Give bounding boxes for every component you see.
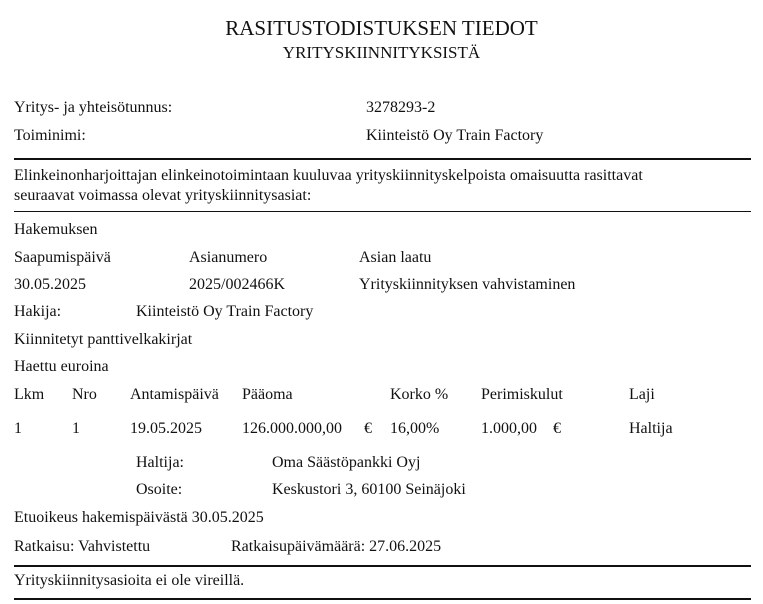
row-interest: 16,00% — [390, 420, 440, 437]
holder-label: Haltija: — [136, 454, 184, 471]
row-count: 1 — [14, 420, 22, 437]
table-header-issue-date: Antamispäivä — [130, 386, 219, 403]
application-heading: Hakemuksen — [14, 221, 98, 238]
divider — [14, 565, 751, 567]
table-header-principal: Pääoma — [242, 386, 293, 403]
row-issue-date: 19.05.2025 — [130, 420, 202, 437]
holder-value: Oma Säästöpankki Oyj — [272, 454, 421, 471]
notes-heading: Kiinnitetyt panttivelkakirjat — [14, 331, 193, 348]
divider — [14, 598, 751, 600]
priority-line: Etuoikeus hakemispäivästä 30.05.2025 — [14, 509, 264, 526]
company-name-label: Toiminimi: — [14, 127, 86, 144]
row-principal: 126.000.000,00 — [242, 420, 342, 437]
row-principal-currency: € — [364, 420, 372, 437]
intro-line-1: Elinkeinonharjoittajan elinkeinotoimintaan kuuluvaa yrityskiinnityskelpoista omaisuutta rasittavat — [14, 167, 643, 184]
row-collection-costs: 1.000,00 — [481, 420, 537, 437]
case-type-value: Yrityskiinnityksen vahvistaminen — [359, 276, 576, 293]
row-type: Haltija — [629, 420, 673, 437]
arrival-date-label: Saapumispäivä — [14, 249, 111, 266]
table-header-count: Lkm — [14, 386, 45, 403]
applicant-value: Kiinteistö Oy Train Factory — [136, 303, 314, 320]
arrival-date-value: 30.05.2025 — [14, 276, 86, 293]
applicant-label: Hakija: — [14, 303, 62, 320]
intro-line-2: seuraavat voimassa olevat yrityskiinnitysasiat: — [14, 187, 312, 204]
pending-text: Yrityskiinnitysasioita ei ole vireillä. — [14, 572, 245, 589]
document-subtitle: YRITYSKIINNITYKSISTÄ — [282, 43, 481, 62]
divider — [14, 158, 751, 160]
case-type-label: Asian laatu — [359, 249, 432, 266]
requested-label: Haettu euroina — [14, 358, 109, 375]
table-header-collection-costs: Perimiskulut — [481, 386, 563, 403]
divider — [14, 211, 751, 212]
row-number: 1 — [72, 420, 80, 437]
table-header-interest: Korko % — [390, 386, 449, 403]
decision-label: Ratkaisu: Vahvistettu — [14, 538, 151, 555]
table-header-number: Nro — [72, 386, 97, 403]
decision-date: Ratkaisupäivämäärä: 27.06.2025 — [231, 538, 442, 555]
row-costs-currency: € — [553, 420, 561, 437]
table-header-type: Laji — [629, 386, 655, 403]
case-number-label: Asianumero — [189, 249, 268, 266]
case-number-value: 2025/002466K — [189, 276, 285, 293]
document-title: RASITUSTODISTUKSEN TIEDOT — [225, 16, 538, 40]
address-value: Keskustori 3, 60100 Seinäjoki — [272, 481, 466, 498]
address-label: Osoite: — [136, 481, 183, 498]
company-name-value: Kiinteistö Oy Train Factory — [366, 127, 544, 144]
company-id-value: 3278293-2 — [366, 99, 436, 116]
company-id-label: Yritys- ja yhteisötunnus: — [14, 99, 173, 116]
